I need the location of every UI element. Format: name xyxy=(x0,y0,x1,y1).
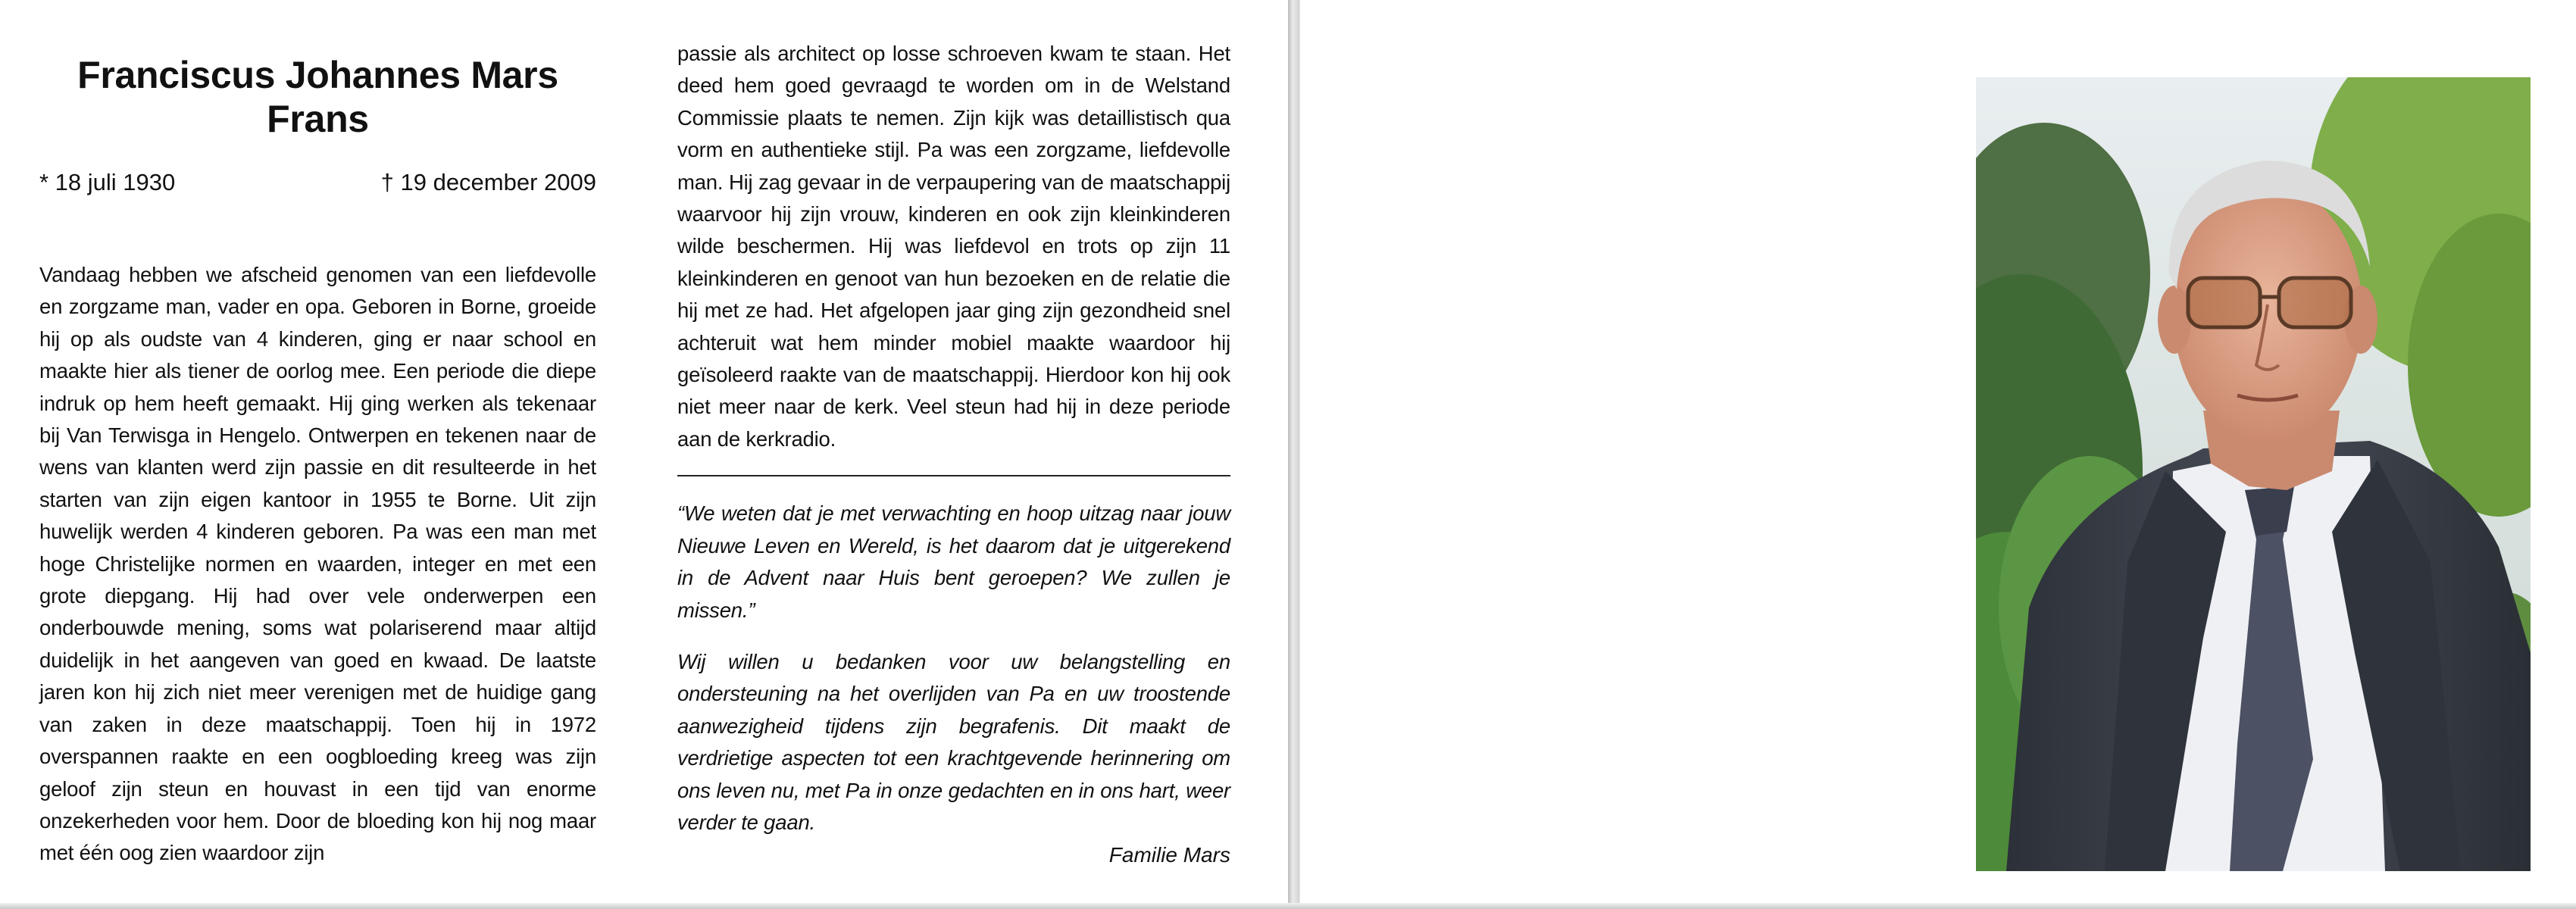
death-date: † 19 december 2009 xyxy=(380,169,596,195)
biography-part-2: passie als architect op losse schroeven kwam te staan. Het deed hem goed gevraagd te worden om in de Welstand Commissie plaats te nemen. Zijn kijk was detaillistisch qua vorm en authentieke stijl. Pa was een zorgzame, liefdevolle man. Hij zag gevaar in de verpaupering van de maatschappij waarvoor hij zijn vrouw, kinderen en ook zijn kleinkinderen wilde beschermen. Hij was liefdevol en trots op zijn 11 kleinkinderen en genoot van hun bezoeken en de relatie die hij met ze had. Het afgelopen jaar ging zijn gezondheid snel achteruit wat hem minder mobiel maakte waardoor hij geïsoleerd raakte van de maatschappij. Hierdoor kon hij ook niet meer naar de kerk. Veel steun had hij in deze periode aan de kerkradio. xyxy=(677,42,1230,451)
life-dates xyxy=(39,168,596,197)
biography-part-1: Vandaag hebben we afscheid genomen van een liefdevolle en zorgzame man, vader en opa. Geboren in Borne, groeide hij op als oudste van 4 kinderen, ging er naar school en maakte hier als tiener de oorlog mee. Een periode die diepe indruk op hem heeft gemaakt. Hij ging werken als tekenaar bij Van Terwisga in Hengelo. Ontwerpen en tekenen naar de wens van klanten werd zijn passie en dit resulteerde in het starten van zijn eigen kantoor in 1955 te Borne. Uit zijn huwelijk werden 4 kinderen geboren. Pa was een man met hoge Christelijke normen en waarden, integer en met een grote diepgang. Hij had over vele onderwerpen een onderbouwde mening, soms wat polariserend maar altijd duidelijk in het aangeven van goed en kwaad. De laatste jaren kon hij zich niet meer verenigen met de huidige gang van zaken in deze maatschappij. Toen hij in 1972 overspannen raakte en een oogbloeding kreeg was zijn geloof zijn steun en houvast in een tijd van enorme onzekerheden voor hem. Door de bloeding kon hij nog maar met één oog zien waardoor zijn xyxy=(39,263,596,865)
left-column xyxy=(39,53,596,890)
thank-you-text: Wij willen u bedanken voor uw belangstelling en ondersteuning na het overlijden van Pa en uw troostende aanwezigheid tijdens zijn begrafenis. Dit maakt de verdrietige aspecten tot een krachtgevende herinnering om ons leven nu, met Pa in onze gedachten en in ons hart, weer verder te gaan. xyxy=(677,649,1230,834)
bottom-edge xyxy=(0,903,2576,909)
family-signature: Familie Mars xyxy=(1108,843,1230,867)
portrait-illustration xyxy=(1976,77,2531,871)
card-fold xyxy=(1288,0,1300,909)
farewell-quote: “We weten dat je met verwachting en hoop uitzag naar jouw Nieuwe Leven en Wereld, is het daarom dat je uitgerekend in de Advent naar Huis bent geroepen? We zullen je missen.” xyxy=(677,501,1230,622)
middle-column xyxy=(677,38,1230,870)
portrait-photo xyxy=(1976,77,2531,871)
deceased-name xyxy=(39,53,596,141)
full-name: Franciscus Johannes Mars xyxy=(77,54,558,96)
divider xyxy=(677,475,1230,476)
nickname: Frans xyxy=(267,98,369,140)
birth-date: * 18 juli 1930 xyxy=(39,169,176,195)
